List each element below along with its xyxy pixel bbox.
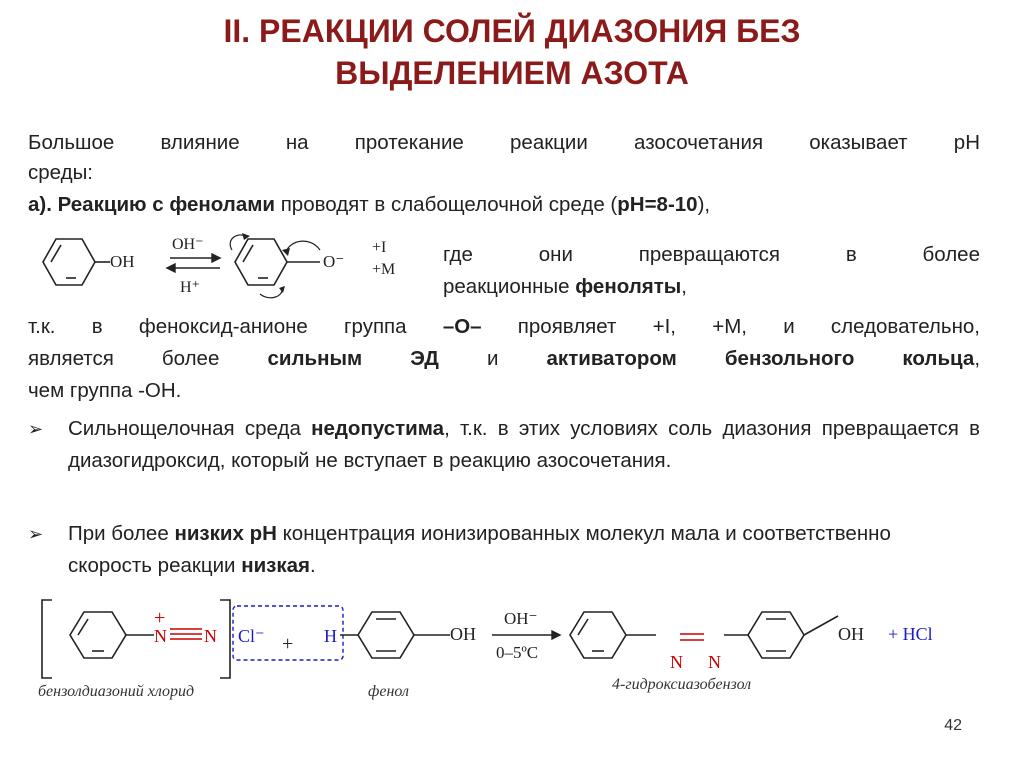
diazonium-n1: N bbox=[154, 626, 167, 646]
reaction-reagent: OH⁻ bbox=[504, 609, 538, 628]
product-ring-1 bbox=[570, 612, 656, 658]
intro-line-1: Большое влияние на протекание реакции азосочетания оказывает рН bbox=[28, 131, 980, 154]
bullet-2-post: концентрация ионизированных молекул мала и соответственно скорость реакции bbox=[68, 522, 891, 577]
explain-l2-bold1: сильным ЭД bbox=[267, 347, 439, 370]
phenolate-o-minus: O⁻ bbox=[323, 252, 345, 271]
title-line-2: ВЫДЕЛЕНИЕМ АЗОТА bbox=[335, 55, 689, 91]
azo-n1: N bbox=[670, 652, 683, 672]
explain-line-2 bbox=[28, 344, 980, 374]
explain-l2-post: , bbox=[974, 347, 981, 370]
explain-l1-post: проявляет +I, +М, и следовательно, bbox=[481, 315, 980, 338]
resonance-arrowheads bbox=[242, 233, 290, 293]
item-a-tail: ), bbox=[697, 193, 711, 216]
intro-line-2: среды: bbox=[28, 161, 93, 184]
reaction-arrow bbox=[492, 631, 560, 639]
benzene-ring-phenol bbox=[340, 612, 450, 658]
phenolates-line-2-post: , bbox=[681, 275, 687, 298]
chloride-anion: Cl⁻ bbox=[238, 626, 265, 646]
explain-l2-mid: и bbox=[438, 347, 547, 370]
explain-l1-bold: –О– bbox=[442, 315, 482, 338]
caption-benzenediazonium-chloride: бензолдиазоний хлорид bbox=[38, 683, 195, 700]
phenolates-line-2-pre: реакционные bbox=[443, 275, 576, 298]
reagent-oh-minus: OH⁻ bbox=[172, 236, 204, 253]
phenol-oh: OH bbox=[450, 624, 476, 644]
equilibrium-arrows bbox=[167, 254, 220, 272]
product-ring-2 bbox=[724, 612, 838, 658]
diazonium-n2: N bbox=[204, 626, 217, 646]
explain-l2-pre: является более bbox=[28, 347, 268, 370]
phenol-oh-label: OH bbox=[110, 252, 135, 271]
hcl-byproduct: + HCl bbox=[888, 624, 933, 644]
diazonium-plus-charge: + bbox=[154, 607, 166, 629]
explain-line-3: чем группа -ОН. bbox=[28, 379, 182, 402]
item-a-ph: рН=8-10 bbox=[617, 193, 698, 216]
bullet-1-pre: Сильнощелочная среда bbox=[68, 417, 312, 440]
explain-line-1 bbox=[28, 312, 980, 342]
caption-hydroxyazobenzene: 4-гидроксиазобензол bbox=[612, 676, 752, 693]
title-line-1: II. РЕАКЦИИ СОЛЕЙ ДИАЗОНИЯ БЕЗ bbox=[223, 13, 801, 49]
item-a bbox=[28, 190, 980, 220]
product-oh: OH bbox=[838, 624, 864, 644]
bullet-text-2 bbox=[68, 518, 980, 582]
page-number: 42 bbox=[944, 717, 962, 734]
azo-n2: N bbox=[708, 652, 721, 672]
azo-coupling-scheme bbox=[30, 590, 980, 690]
phenolates-line-2 bbox=[443, 272, 687, 302]
bullet-marker-1: ➢ bbox=[28, 419, 44, 439]
bullet-2-pre: При более bbox=[68, 522, 175, 545]
reagent-h-plus: H⁺ bbox=[180, 279, 200, 296]
bullet-1-post: , т.к. в этих условиях соль диазония превращается в диазогидроксид, который не вступает в реакцию азосочетания. bbox=[68, 417, 980, 472]
benzene-ring-diazonium bbox=[70, 612, 154, 658]
explain-l1-pre: т.к. в феноксид-анионе группа bbox=[28, 315, 443, 338]
phenol-phenolate-scheme bbox=[20, 222, 440, 302]
azo-double-bond bbox=[680, 634, 704, 640]
item-a-label: а). Реакцию с фенолами bbox=[28, 193, 276, 216]
bullet-2-bold2: низкая bbox=[241, 554, 310, 577]
phenolate-ring bbox=[235, 239, 320, 285]
bullet-2-post2: . bbox=[310, 554, 316, 577]
slide-title bbox=[0, 10, 1024, 94]
phenolates-bold: феноляты bbox=[575, 275, 682, 298]
phenol-h: H bbox=[324, 626, 337, 646]
resonance-arrows bbox=[230, 235, 320, 298]
phenol-ring bbox=[43, 239, 110, 285]
effect-plus-i: +I bbox=[372, 239, 387, 256]
diazonium-triple-bond bbox=[170, 629, 202, 639]
effect-plus-m: +M bbox=[372, 261, 396, 278]
explain-l2-bold2: активатором бензольного кольца bbox=[546, 347, 975, 370]
bullet-marker-2: ➢ bbox=[28, 524, 44, 544]
caption-phenol: фенол bbox=[368, 683, 409, 700]
phenolates-line-1: где они превращаются в более bbox=[443, 243, 980, 266]
reaction-conditions: 0–5ºС bbox=[496, 643, 539, 662]
bullet-text-1 bbox=[68, 413, 980, 477]
bullet-2-bold: низких рН bbox=[174, 522, 277, 545]
bullet-1-bold: недопустима bbox=[311, 417, 445, 440]
plus-sign: + bbox=[282, 633, 294, 655]
item-a-text: проводят в слабощелочной среде ( bbox=[275, 193, 618, 216]
